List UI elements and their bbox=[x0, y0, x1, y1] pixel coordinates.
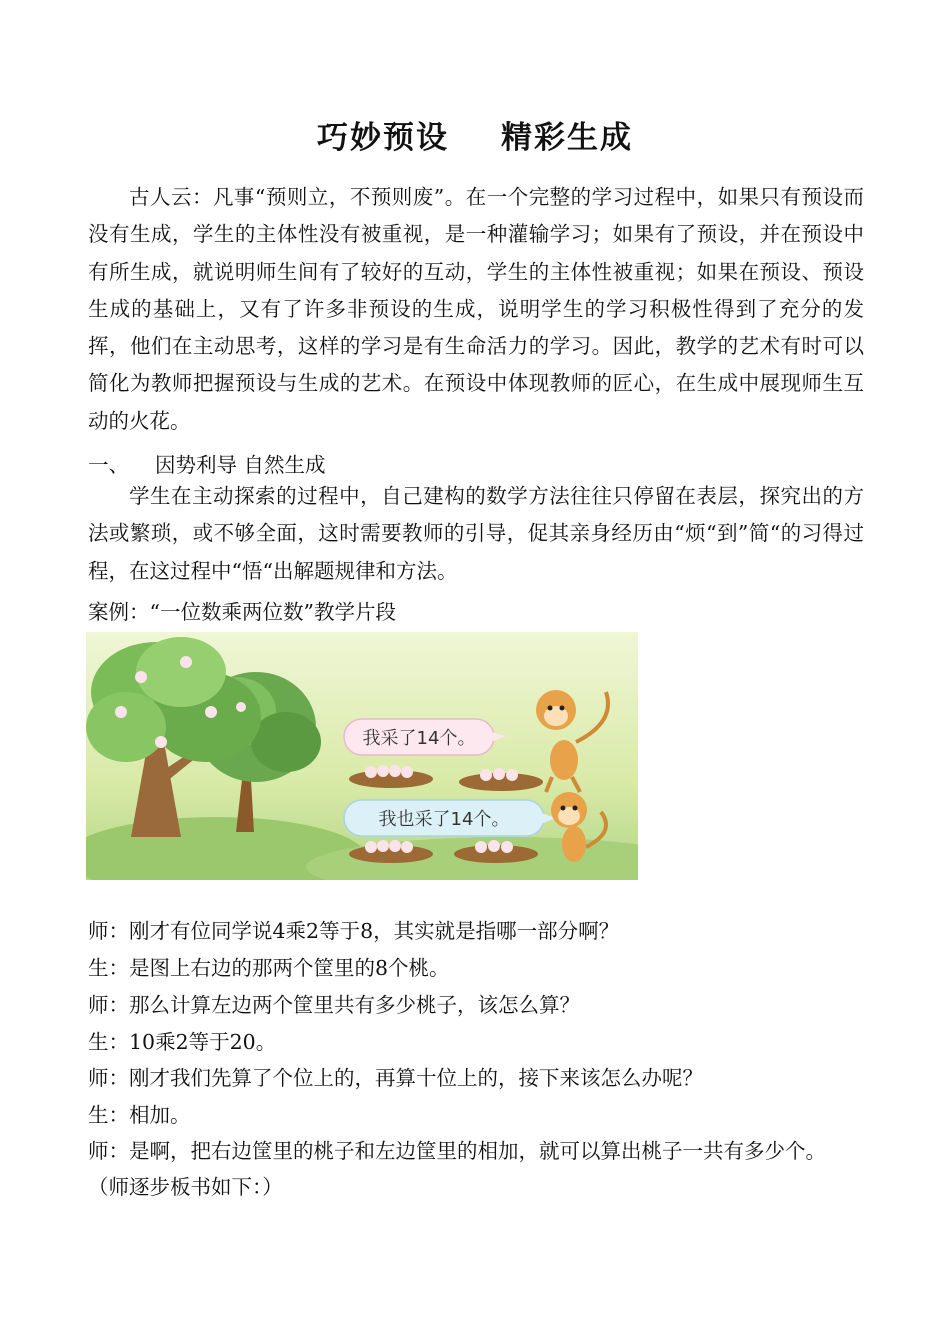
dialogue-line-1: 师：刚才有位同学说4乘2等于8，其实就是指哪一部分啊？ bbox=[88, 919, 620, 943]
title-left: 巧妙预设 bbox=[317, 120, 449, 156]
section-paragraph: 学生在主动探索的过程中，自己建构的数学方法往往只停留在表层，探究出的方法或繁琐，或不够全面，这时需要教师的引导，促其亲身经历由“烦“到”简“的习得过程，在这过程中“悟“出解题规律和方法。 bbox=[88, 484, 864, 583]
section-number: 一、 bbox=[88, 453, 129, 477]
bubble-2-text: 我也采了14个。 bbox=[378, 809, 510, 830]
bubble-1-text: 我采了14个。 bbox=[362, 728, 476, 749]
illustration bbox=[86, 632, 638, 880]
speech-bubble-2 bbox=[344, 800, 556, 836]
peach-picking-illustration bbox=[86, 632, 638, 880]
dialogue-line-7: 师：是啊，把右边筐里的桃子和左边筐里的相加，就可以算出桃子一共有多少个。 bbox=[88, 1139, 826, 1163]
dialogue-line-3: 师：那么计算左边两个筐里共有多少桃子，该怎么算？ bbox=[88, 993, 580, 1017]
dialogue-line-4: 生：10乘2等于20。 bbox=[88, 1030, 277, 1054]
page-title bbox=[0, 112, 950, 157]
dialogue-line-2: 生：是图上右边的那两个筐里的8个桃。 bbox=[88, 956, 450, 980]
intro-paragraph: 古人云：凡事“预则立，不预则废”。在一个完整的学习过程中，如果只有预设而没有生成，学生的主体性没有被重视，是一种灌输学习；如果有了预设，并在预设中有所生成，就说明师生间有了较好的互动，学生的主体性被重视；如果在预设、预设生成的基础上，又有了许多非预设的生成，说明学生的学习积极性得到了充分的发挥，他们在主动思考，这样的学习是有生命活力的学习。因此，教学的艺术有时可以简化为教师把握预设与生成的艺术。在预设中体现教师的匠心，在生成中展现师生互动的火花。 bbox=[88, 185, 864, 433]
dialogue-line-6: 生：相加。 bbox=[88, 1103, 191, 1127]
section-heading bbox=[88, 448, 326, 478]
dialogue-line-8: （师逐步板书如下：） bbox=[88, 1175, 283, 1199]
section-title: 因势利导 自然生成 bbox=[155, 453, 326, 477]
speech-bubble-1 bbox=[344, 719, 506, 755]
dialogue-line-5: 师：刚才我们先算了个位上的，再算十位上的，接下来该怎么办呢？ bbox=[88, 1066, 703, 1090]
case-label: 案例：“一位数乘两位数”教学片段 bbox=[88, 600, 396, 624]
title-right: 精彩生成 bbox=[501, 120, 633, 156]
